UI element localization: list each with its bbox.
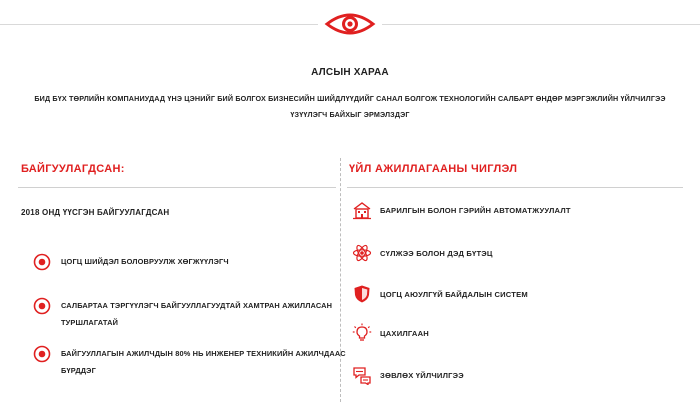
network-icon (352, 243, 372, 263)
feature-text: САЛБАРТАА ТЭРГҮҮЛЭГЧ БАЙГУУЛЛАГУУДТАЙ ХАМТРАН АЖИЛЛАСАН ТУРШЛАГАТАЙ (61, 301, 333, 327)
service-label: ЦАХИЛГААН (380, 328, 429, 338)
service-label: ЦОГЦ АЮУЛГҮЙ БАЙДАЛЫН СИСТЕМ (380, 289, 528, 299)
service-label: ЗӨВЛӨХ ҮЙЛЧИЛГЭЭ (380, 370, 464, 380)
target-bullet-icon (33, 253, 51, 271)
target-bullet-icon (33, 297, 51, 315)
shield-icon (352, 284, 372, 304)
service-item (352, 365, 464, 385)
service-item (352, 284, 528, 304)
lightbulb-icon (352, 323, 372, 343)
building-icon (352, 200, 372, 220)
consulting-icon (352, 365, 372, 385)
service-label: БАРИЛГЫН БОЛОН ГЭРИЙН АВТОМАТЖУУЛАЛТ (380, 205, 571, 215)
founded-heading: БАЙГУУЛАГДСАН: (21, 163, 125, 175)
activities-heading: ҮЙЛ АЖИЛЛАГААНЫ ЧИГЛЭЛ (349, 163, 518, 175)
left-heading-divider (18, 187, 336, 188)
founded-text: 2018 ОНД ҮҮСГЭН БАЙГУУЛАГДСАН (21, 208, 170, 217)
vision-text: БИД БҮХ ТӨРЛИЙН КОМПАНИУДАД ҮНЭ ЦЭНИЙГ БИЙ БОЛГОХ БИЗНЕСИЙН ШИЙДЛҮҮДИЙГ САНАЛ БОЛГОЖ ТЕХНОЛОГИЙН САЛБАРТ ӨНДӨР МЭРГЭЖЛИЙН ҮЙЛЧИЛГЭЭ ҮЗҮҮЛЭГЧ БАЙХЫГ ЭРМЭЛЗДЭГ (34, 94, 666, 119)
feature-item (33, 253, 351, 271)
eye-icon (324, 10, 376, 38)
right-heading-divider (347, 187, 683, 188)
service-item (352, 323, 429, 343)
feature-item (33, 297, 346, 331)
top-divider-left (0, 24, 318, 25)
feature-text: БАЙГУУЛЛАГЫН АЖИЛЧДЫН 80% НЬ ИНЖЕНЕР ТЕХНИКИЙН АЖИЛЧДААС БҮРДДЭГ (61, 349, 346, 375)
feature-item (33, 345, 346, 379)
service-item (352, 243, 493, 263)
top-divider-right (382, 24, 700, 25)
vision-title: АЛСЫН ХАРАА (311, 67, 389, 78)
service-label: СҮЛЖЭЭ БОЛОН ДЭД БҮТЭЦ (380, 248, 493, 258)
target-bullet-icon (33, 345, 51, 363)
feature-text: ЦОГЦ ШИЙДЭЛ БОЛОВРУУЛЖ ХӨГЖҮҮЛЭГЧ (61, 257, 229, 266)
service-item (352, 200, 571, 220)
